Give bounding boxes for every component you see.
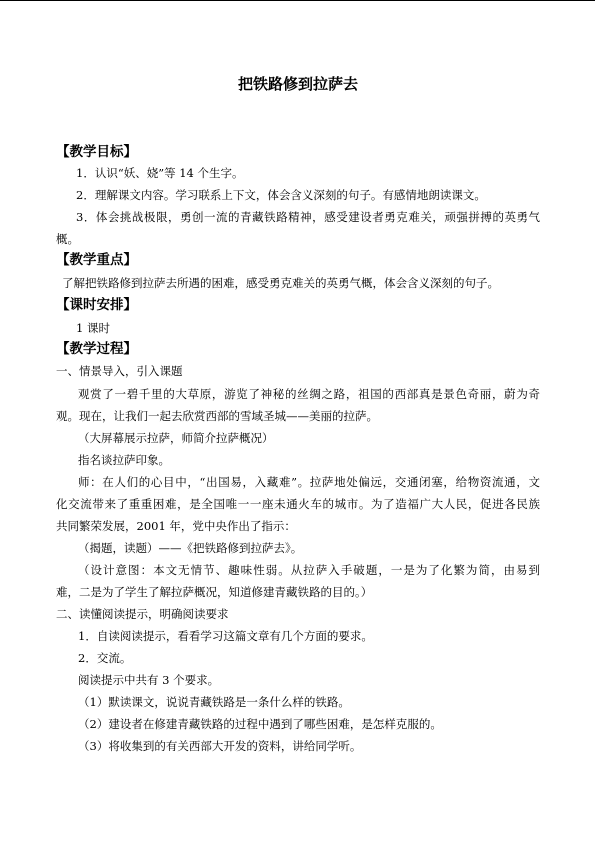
process-paragraph: 1．自读阅读提示，看看学习这篇文章有几个方面的要求。: [78, 629, 373, 643]
document-title: 把铁路修到拉萨去: [237, 75, 358, 93]
heading-key-points: 【教学重点】: [56, 252, 137, 268]
process-paragraph: 观。现在，让我们一起去欣赏西部的雪域圣城——美丽的拉萨。: [56, 409, 378, 423]
process-paragraph: （大屏幕展示拉萨，师简介拉萨概况）: [78, 431, 274, 445]
process-paragraph: 化交流带来了重重困难，是全国唯一一座未通火车的城市。为了造福广大人民，促进各民族: [56, 497, 540, 511]
process-step-1-title: 一、情景导入，引入课题: [56, 364, 183, 378]
process-paragraph: 师：在人们的心目中，“出国易，入藏难”。拉萨地处偏远，交通闭塞，给物资流通，文: [78, 475, 540, 489]
schedule-text: 1 课时: [76, 321, 110, 335]
process-paragraph: 指名谈拉萨印象。: [78, 453, 170, 467]
goal-item-1: 1．认识“妖、娆”等 14 个生字。: [76, 166, 244, 180]
goal-item-2: 2．理解课文内容。学习联系上下文，体会含义深刻的句子。有感情地朗读课文。: [76, 188, 486, 202]
process-paragraph: （3）将收集到的有关西部大开发的资料，讲给同学听。: [78, 739, 362, 753]
process-paragraph: （2）建设者在修建青藏铁路的过程中遇到了哪些困难，是怎样克服的。: [78, 717, 442, 731]
goal-item-3: 3．体会挑战极限，勇创一流的青藏铁路精神，感受建设者勇克难关，顽强拼搏的英勇气: [76, 210, 540, 224]
goal-item-3-cont: 概。: [56, 232, 79, 246]
process-step-2-title: 二、读懂阅读提示，明确阅读要求: [56, 607, 229, 621]
process-paragraph: 观赏了一碧千里的大草原，游览了神秘的丝绸之路，祖国的西部真是景色奇丽，蔚为奇: [78, 387, 540, 401]
process-paragraph: 阅读提示中共有 3 个要求。: [78, 673, 220, 687]
heading-goals: 【教学目标】: [56, 144, 137, 160]
process-paragraph: （1）默读课文，说说青藏铁路是一条什么样的铁路。: [78, 695, 350, 709]
top-rule: [0, 0, 595, 1]
process-paragraph: （揭题，读题）——《把铁路修到拉萨去》。: [78, 541, 303, 555]
process-paragraph: 2．交流。: [78, 651, 132, 665]
heading-process: 【教学过程】: [56, 341, 137, 357]
process-paragraph: 难，二是为了学生了解拉萨概况，知道修建青藏铁路的目的。）: [56, 585, 373, 599]
process-paragraph: （设计意图：本文无情节、趣味性弱。从拉萨入手破题，一是为了化繁为简，由易到: [78, 563, 540, 577]
key-points-text: 了解把铁路修到拉萨去所遇的困难，感受勇克难关的英勇气概，体会含义深刻的句子。: [62, 276, 499, 290]
process-paragraph: 共同繁荣发展，2001 年，党中央作出了指示：: [56, 519, 296, 533]
heading-schedule: 【课时安排】: [56, 297, 137, 313]
